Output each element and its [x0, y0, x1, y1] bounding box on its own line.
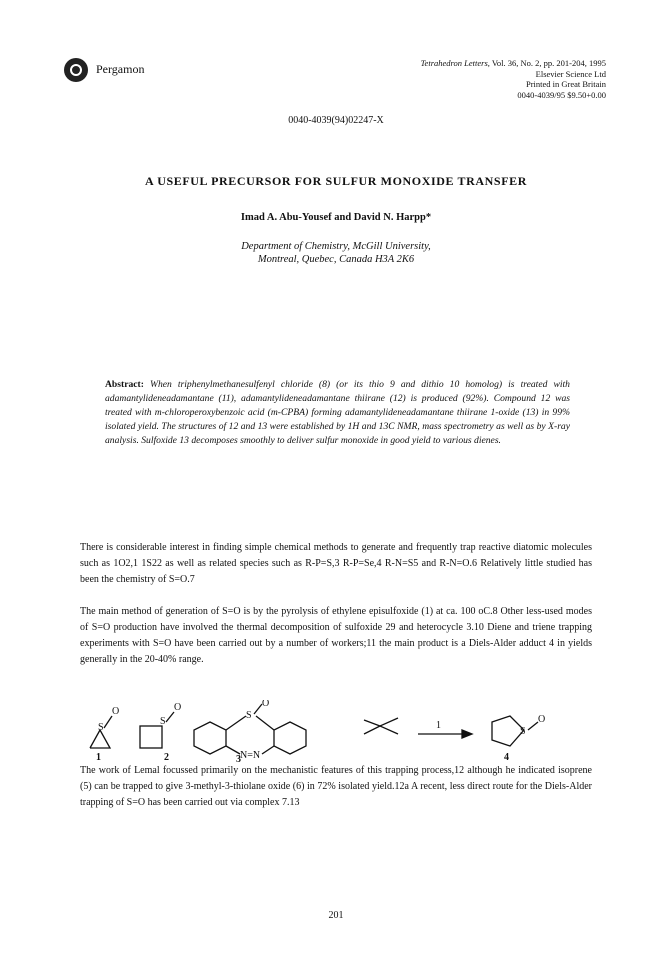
journal-line [421, 58, 606, 69]
body-paragraph-1: There is considerable interest in finding simple chemical methods to generate and frequently trap reactive diatomic molecules such as 1O2,1 1S22 as well as related species such as R-P=S,3 R-P=Se,4 R-N=S5 and R-N=O.6 Relatively little studied has been the chemistry of S=O.7 [80, 542, 592, 585]
abstract [105, 378, 570, 448]
reaction-scheme-figure [80, 700, 592, 762]
structure-3-left-ring [194, 722, 226, 754]
structure-3-s-atom: S [246, 710, 252, 721]
diene-bond-3 [364, 720, 380, 726]
arrow-label: 1 [436, 720, 441, 731]
article-title: A USEFUL PRECURSOR FOR SULFUR MONOXIDE TRANSFER [144, 174, 528, 188]
structure-3-bond-d [262, 746, 274, 754]
structure-3-bond-a [226, 716, 246, 730]
body-paragraph-2: The main method of generation of S=O is by the pyrolysis of ethylene episulfoxide (1) at ca. 100 oC.8 Other less-used modes of S=O production have involved the thermal decomposition of sulfoxide 29 and heterocycle 3.10 Diene and triene trapping experiments with S=O have been carried out by a number of workers;11 the main product is a Diels-Alder adduct 4 in yields generally in the 20-40% range. [80, 606, 592, 665]
structure-3-n-atoms: N=N [240, 750, 261, 761]
issn-price: 0040-4039/95 $9.50+0.00 [517, 89, 606, 100]
structure-3-so-bond [254, 704, 262, 714]
journal-volume: , Vol. 36, No. 2, pp. 201-204, 1995 [487, 58, 606, 68]
structure-2-ring [140, 726, 162, 748]
publisher-line: Elsevier Science Ltd [535, 68, 606, 79]
diene-bond-2 [380, 726, 398, 734]
structure-4-so-bond [528, 722, 538, 730]
structure-3-bond-c [226, 746, 240, 754]
abstract-label: Abstract: [105, 379, 144, 390]
affiliation [0, 240, 672, 266]
structure-1-o-atom: O [112, 706, 120, 717]
authors: Imad A. Abu-Yousef and David N. Harpp* [240, 212, 432, 223]
structure-3-right-ring [274, 722, 306, 754]
page-number: 201 [328, 910, 344, 921]
journal-info [421, 58, 606, 100]
printed-line: Printed in Great Britain [525, 79, 606, 89]
structure-3-o-atom: O [262, 700, 270, 709]
reaction-arrow-head [462, 730, 472, 738]
abstract-text: When triphenylmethanesulfenyl chloride (8) (or its thio 9 and dithio 10 homolog) is treated with adamantylideneadamantane (11), adamantylideneadamantane thiirane (12) is produced (92%). Compound 12 was treated with m-chloroperoxybenzoic acid (m-CPBA) forming adamantylideneadamantane thiirane 1-oxide (13) in 99% isolated yield. The structures of 12 and 13 were established by 1H and 13C NMR, mass spectrometry as well as by X-ray analysis. Sulfoxide 13 decomposes smoothly to deliver sulfur monoxide in good yield to various dienes. [105, 379, 570, 446]
structure-2-o-atom: O [174, 702, 182, 713]
structure-label-4: 4 [504, 752, 509, 762]
affiliation-line-2: Montreal, Quebec, Canada H3A 2K6 [257, 254, 415, 265]
diene-bond-4 [364, 726, 380, 734]
publisher-name: Pergamon [96, 62, 145, 76]
structure-4-o-atom: O [538, 714, 546, 725]
structure-label-1: 1 [96, 752, 101, 762]
structure-1-s-atom: S [98, 722, 104, 733]
affiliation-line-1: Department of Chemistry, McGill University, [241, 241, 431, 252]
journal-name: Tetrahedron Letters [420, 58, 488, 68]
structure-2-s-atom: S [160, 716, 166, 727]
structure-4-s-atom: S [520, 726, 526, 737]
structure-3-bond-b [256, 716, 274, 730]
structure-label-3: 3 [236, 754, 241, 762]
diene-bond-1 [380, 718, 398, 726]
publisher-logo [64, 58, 88, 82]
doi: 0040-4039(94)02247-X [288, 115, 384, 126]
structure-1-so-bond [104, 716, 112, 728]
body-paragraph-3: The work of Lemal focussed primarily on the mechanistic features of this trapping process,12 although he indicated isoprene (5) can be trapped to give 3-methyl-3-thiolane oxide (6) in 72% isolated yield.12a A recent, less direct route for the Diels-Alder trapping of S=O has been carried out via complex 7.13 [80, 765, 592, 808]
structure-2-so-bond [166, 712, 174, 722]
structure-label-2: 2 [164, 752, 169, 762]
